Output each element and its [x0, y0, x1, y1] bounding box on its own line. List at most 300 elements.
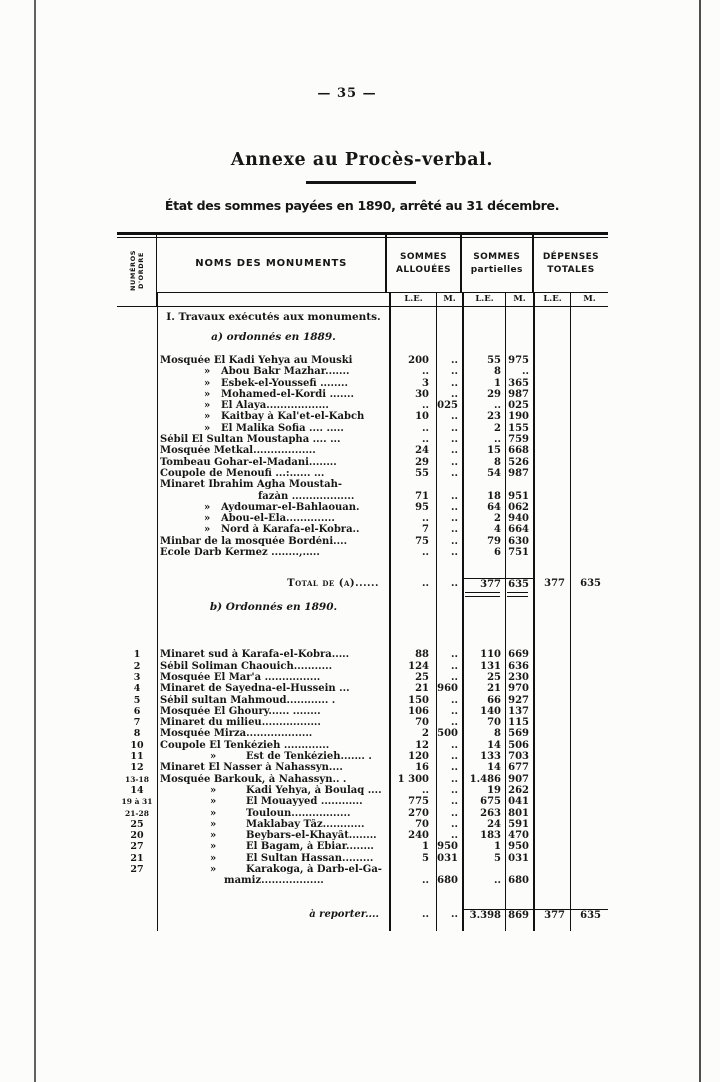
subsection-heading: a) ordonnés en 1889.	[211, 332, 336, 343]
partial-m-cell: 031	[505, 853, 533, 864]
total-expense-m-cell	[570, 524, 608, 535]
order-number-cell: 21	[130, 852, 144, 864]
table-row	[117, 513, 608, 524]
allocated-m-cell: ..	[436, 649, 462, 660]
table-row	[117, 378, 608, 389]
total-expense-m-cell	[570, 841, 608, 852]
partial-m-cell: 951	[505, 491, 533, 502]
allocated-le-cell: 1	[389, 841, 436, 852]
subheader-allouees-m: M.	[436, 293, 462, 306]
total-expense-le-cell	[533, 547, 570, 558]
ditto-mark: »	[204, 411, 211, 423]
allocated-m-cell: ..	[436, 808, 462, 819]
allocated-le-cell: 120	[389, 751, 436, 762]
table-row	[117, 434, 608, 445]
partial-le-cell	[462, 602, 505, 615]
allocated-le-cell	[389, 479, 436, 490]
partial-le-cell	[462, 345, 505, 355]
partial-m-cell: 470	[505, 830, 533, 841]
order-number-cell	[117, 345, 157, 355]
order-number-cell	[117, 491, 157, 502]
table-row	[117, 909, 608, 923]
order-number-cell: 1	[133, 649, 141, 661]
partial-le-cell: 131	[462, 661, 505, 672]
order-number-cell	[117, 909, 157, 923]
numeros-dordre-vertical-label	[129, 250, 145, 291]
table-row	[117, 445, 608, 456]
spacer-row	[117, 615, 608, 649]
table-row	[117, 457, 608, 468]
order-number-cell: 21-28	[125, 808, 149, 818]
order-number-cell	[117, 445, 157, 456]
page-number: — 35 —	[317, 86, 377, 101]
partial-m-cell: 751	[505, 547, 533, 558]
total-expense-le-cell	[533, 808, 570, 819]
partial-le-cell	[462, 615, 505, 649]
total-expense-le-cell	[533, 728, 570, 739]
table-row	[117, 717, 608, 728]
order-number-cell	[117, 411, 157, 422]
partial-le-cell	[462, 479, 505, 490]
allocated-le-cell: 55	[389, 468, 436, 479]
partial-le-cell: ..	[462, 434, 505, 445]
table-row	[117, 366, 608, 377]
order-number-cell	[117, 457, 157, 468]
monument-name-cell: Mosquée El Mar'a ................	[157, 672, 389, 683]
ditto-mark: »	[210, 796, 217, 808]
total-expense-m-cell	[570, 717, 608, 728]
table-row	[117, 875, 608, 886]
allocated-le-cell: 2	[389, 728, 436, 739]
monument-name-cell: » Est de Tenkézieh....... .	[157, 751, 389, 762]
partial-m-cell	[505, 864, 533, 875]
monument-name-cell: » Karakoga, à Darb-el-Ga-	[157, 864, 389, 875]
table-row	[117, 853, 608, 864]
ditto-mark: »	[210, 841, 217, 853]
allocated-le-cell: ..	[389, 578, 436, 591]
monument-name-cell: » El Bagam, à Ebiar........	[157, 841, 389, 852]
partial-m-cell: 526	[505, 457, 533, 468]
table-row	[117, 683, 608, 694]
allocated-m-cell: ..	[436, 796, 462, 807]
section-heading: I. Travaux exécutés aux monuments.	[166, 312, 381, 323]
table-row	[117, 661, 608, 672]
partial-le-cell: 18	[462, 491, 505, 502]
monument-name-cell: » El Mouayyed ............	[157, 796, 389, 807]
total-expense-le-cell	[533, 491, 570, 502]
monument-name-cell: Tombeau Gohar-el-Madani........	[157, 457, 389, 468]
partial-le-cell: 55	[462, 355, 505, 366]
partial-le-cell: 4	[462, 524, 505, 535]
total-expense-m-cell	[570, 457, 608, 468]
partial-le-cell: 110	[462, 649, 505, 660]
allocated-m-cell: ..	[436, 706, 462, 717]
allocated-le-cell	[389, 923, 436, 931]
monument-name-cell: » El Alaya..................	[157, 400, 389, 411]
ditto-mark: »	[210, 852, 217, 864]
monument-name-cell: Total de (a)......	[157, 578, 389, 591]
spacer-row	[117, 923, 608, 931]
partial-m-cell	[505, 923, 533, 931]
partial-m-cell: 041	[505, 796, 533, 807]
allocated-m-cell: 025	[436, 400, 462, 411]
partial-m-cell: 759	[505, 434, 533, 445]
table-row	[117, 706, 608, 717]
total-expense-m-cell	[570, 672, 608, 683]
total-expense-le-cell	[533, 502, 570, 513]
total-expense-m-cell	[570, 808, 608, 819]
partial-le-cell: 377	[462, 578, 505, 591]
allocated-le-cell: 124	[389, 661, 436, 672]
allocated-m-cell: 500	[436, 728, 462, 739]
allocated-le-cell: 70	[389, 819, 436, 830]
total-expense-le-cell	[533, 853, 570, 864]
partial-le-cell: 263	[462, 808, 505, 819]
partial-m-cell: 801	[505, 808, 533, 819]
allocated-m-cell: ..	[436, 366, 462, 377]
partial-m-cell: 987	[505, 468, 533, 479]
allocated-m-cell: ..	[436, 578, 462, 591]
allocated-m-cell: ..	[436, 389, 462, 400]
total-expense-le-cell	[533, 774, 570, 785]
order-number-cell	[117, 378, 157, 389]
total-expense-le-cell	[533, 558, 570, 578]
order-number-cell	[117, 325, 157, 332]
partial-m-cell	[505, 325, 533, 332]
total-expense-le-cell	[533, 672, 570, 683]
allocated-m-cell	[436, 332, 462, 345]
partial-m-cell: 940	[505, 513, 533, 524]
partial-m-cell	[505, 602, 533, 615]
allocated-m-cell: ..	[436, 355, 462, 366]
table-row	[117, 774, 608, 785]
partial-le-cell: 1	[462, 378, 505, 389]
ditto-mark: »	[204, 501, 211, 513]
total-expense-m-cell	[570, 819, 608, 830]
total-expense-m-cell	[570, 661, 608, 672]
total-expense-m-cell	[570, 325, 608, 332]
total-expense-le-cell	[533, 751, 570, 762]
order-number-cell	[117, 875, 157, 886]
numeros-label-line2: D'ORDRE	[136, 252, 145, 289]
total-expense-m-cell	[570, 411, 608, 422]
allocated-m-cell	[436, 312, 462, 325]
allocated-m-cell: ..	[436, 411, 462, 422]
allocated-m-cell: ..	[436, 785, 462, 796]
ditto-mark: »	[210, 751, 217, 763]
allocated-m-cell: ..	[436, 434, 462, 445]
total-expense-m-cell	[570, 345, 608, 355]
monument-name-cell: Minaret sud à Karafa-el-Kobra.....	[157, 649, 389, 660]
allocated-le-cell: 5	[389, 853, 436, 864]
order-number-cell	[117, 479, 157, 490]
total-expense-le-cell	[533, 355, 570, 366]
total-expense-m-cell	[570, 740, 608, 751]
total-expense-le-cell	[533, 875, 570, 886]
partial-le-cell: 2	[462, 513, 505, 524]
monument-name-cell: Sébil sultan Mahmoud............ .	[157, 695, 389, 706]
total-expense-le-cell	[533, 389, 570, 400]
partial-m-cell: 927	[505, 695, 533, 706]
total-expense-le-cell	[533, 785, 570, 796]
order-number-cell	[117, 355, 157, 366]
monument-name-cell: » El Malika Sofia .... .....	[157, 423, 389, 434]
allocated-le-cell: ..	[389, 875, 436, 886]
total-expense-le-cell	[533, 661, 570, 672]
monument-name-cell	[157, 325, 389, 332]
total-expense-m-cell	[570, 558, 608, 578]
order-number-cell	[117, 312, 157, 325]
total-expense-le-cell	[533, 325, 570, 332]
document-title: Annexe au Procès-verbal.	[230, 150, 494, 170]
partial-le-cell	[462, 325, 505, 332]
monument-name-cell: » El Sultan Hassan.........	[157, 853, 389, 864]
allocated-le-cell: ..	[389, 434, 436, 445]
total-expense-m-cell	[570, 853, 608, 864]
total-expense-m-cell	[570, 423, 608, 434]
partial-m-cell: 907	[505, 774, 533, 785]
partial-le-cell	[462, 864, 505, 875]
table-header	[117, 235, 608, 307]
partial-le-cell: 25	[462, 672, 505, 683]
col-header-sommes-partielles: SOMMES partielles	[460, 235, 532, 292]
partial-m-cell: 636	[505, 661, 533, 672]
partial-m-cell: 669	[505, 649, 533, 660]
total-expense-m-cell	[570, 774, 608, 785]
partial-le-cell: 19	[462, 785, 505, 796]
partial-le-cell: 2	[462, 423, 505, 434]
allocated-le-cell: 24	[389, 445, 436, 456]
total-expense-le-cell	[533, 457, 570, 468]
allocated-m-cell	[436, 923, 462, 931]
monument-name-cell: Sébil El Sultan Moustapha .... ...	[157, 434, 389, 445]
monument-name-cell: » Abou-el-Ela..............	[157, 513, 389, 524]
partial-m-cell: 630	[505, 536, 533, 547]
partial-le-cell: 8	[462, 366, 505, 377]
allocated-m-cell: ..	[436, 445, 462, 456]
monument-name-cell: » Maklabay Tâz............	[157, 819, 389, 830]
numeros-label-line1: NUMÉROS	[128, 249, 137, 292]
total-expense-m-cell	[570, 785, 608, 796]
total-expense-m-cell	[570, 706, 608, 717]
order-number-cell	[117, 400, 157, 411]
total-expense-m-cell	[570, 400, 608, 411]
partial-m-cell: 950	[505, 841, 533, 852]
total-expense-m-cell	[570, 923, 608, 931]
total-expense-m-cell	[570, 695, 608, 706]
partial-le-cell: 6	[462, 547, 505, 558]
total-expense-m-cell	[570, 468, 608, 479]
total-expense-m-cell	[570, 649, 608, 660]
total-expense-le-cell	[533, 400, 570, 411]
allocated-le-cell: 12	[389, 740, 436, 751]
total-expense-le-cell	[533, 468, 570, 479]
allocated-m-cell: 950	[436, 841, 462, 852]
spacer-row	[117, 558, 608, 578]
monument-name-cell: Mosquée El Ghoury...... ........	[157, 706, 389, 717]
monument-name-cell	[157, 887, 389, 909]
order-number-cell	[117, 578, 157, 591]
total-expense-m-cell	[570, 887, 608, 909]
total-expense-le-cell: 377	[533, 578, 570, 591]
allocated-m-cell: ..	[436, 717, 462, 728]
allocated-le-cell: 70	[389, 717, 436, 728]
total-expense-m-cell	[570, 864, 608, 875]
total-expense-m-cell	[570, 491, 608, 502]
allocated-m-cell	[436, 345, 462, 355]
total-expense-le-cell	[533, 762, 570, 773]
partial-m-cell: 975	[505, 355, 533, 366]
partial-m-cell: 668	[505, 445, 533, 456]
monument-name-cell	[157, 332, 389, 345]
partial-le-cell: 140	[462, 706, 505, 717]
monument-name-cell: » Nord à Karafa-el-Kobra..	[157, 524, 389, 535]
allocated-m-cell: 960	[436, 683, 462, 694]
allocated-le-cell: ..	[389, 547, 436, 558]
partial-le-cell	[462, 332, 505, 345]
ditto-mark: »	[210, 784, 217, 796]
table-row	[117, 808, 608, 819]
partial-m-cell: 703	[505, 751, 533, 762]
total-expense-m-cell	[570, 615, 608, 649]
order-number-cell: 3	[133, 671, 141, 683]
table-body	[117, 307, 608, 931]
allocated-le-cell	[389, 864, 436, 875]
allocated-le-cell: 270	[389, 808, 436, 819]
ditto-mark: »	[210, 807, 217, 819]
total-expense-le-cell	[533, 423, 570, 434]
monument-name-cell	[157, 923, 389, 931]
allocated-m-cell: ..	[436, 661, 462, 672]
subheader-partielles-le: L.E.	[462, 293, 505, 306]
table-row	[117, 502, 608, 513]
section-heading-row	[117, 312, 608, 325]
table-row	[117, 423, 608, 434]
order-number-cell: 4	[133, 683, 141, 695]
partial-le-cell: 3.398	[462, 909, 505, 923]
allocated-le-cell: ..	[389, 423, 436, 434]
allocated-le-cell: 10	[389, 411, 436, 422]
ditto-mark: »	[204, 513, 211, 525]
table-row	[117, 649, 608, 660]
subheader-depenses-m: M.	[570, 293, 608, 306]
table-row	[117, 785, 608, 796]
table-row	[117, 762, 608, 773]
monument-name-cell: mamiz..................	[157, 875, 389, 886]
order-number-cell: 27	[130, 841, 144, 853]
partial-m-cell	[505, 558, 533, 578]
ditto-mark: »	[210, 818, 217, 830]
order-number-cell: 13-18	[125, 774, 149, 784]
partial-le-cell: 183	[462, 830, 505, 841]
partial-m-cell: 635	[505, 578, 533, 591]
table-row	[117, 841, 608, 852]
monument-name-cell: » Abou Bakr Mazhar.......	[157, 366, 389, 377]
total-expense-m-cell	[570, 389, 608, 400]
total-expense-le-cell	[533, 345, 570, 355]
total-expense-m-cell	[570, 830, 608, 841]
total-expense-le-cell	[533, 312, 570, 325]
monument-name-cell: Minaret de Sayedna-el-Hussein ...	[157, 683, 389, 694]
table-row	[117, 536, 608, 547]
monument-name-cell: » Aydoumar-el-Bahlaouan.	[157, 502, 389, 513]
title-rule	[306, 181, 416, 184]
partial-le-cell: 23	[462, 411, 505, 422]
allocated-le-cell: 71	[389, 491, 436, 502]
allocated-m-cell	[436, 864, 462, 875]
total-expense-le-cell	[533, 536, 570, 547]
allocated-m-cell: ..	[436, 491, 462, 502]
spacer-row	[117, 887, 608, 909]
order-number-cell	[117, 423, 157, 434]
order-number-cell: 20	[130, 830, 144, 842]
partial-m-cell	[505, 479, 533, 490]
monuments-table	[117, 232, 608, 931]
ditto-mark: »	[204, 400, 211, 412]
order-number-cell: 11	[130, 751, 144, 763]
table-header-right	[156, 235, 608, 306]
total-expense-m-cell	[570, 366, 608, 377]
total-expense-le-cell	[533, 479, 570, 490]
total-expense-m-cell	[570, 502, 608, 513]
total-expense-m-cell	[570, 445, 608, 456]
allocated-le-cell: ..	[389, 785, 436, 796]
monument-name-cell: Coupole de Menoufi ...:...... ...	[157, 468, 389, 479]
order-number-cell: 12	[130, 762, 144, 774]
total-expense-m-cell	[570, 378, 608, 389]
order-number-cell	[117, 558, 157, 578]
total-expense-le-cell	[533, 411, 570, 422]
partial-le-cell: ..	[462, 400, 505, 411]
total-expense-le-cell	[533, 841, 570, 852]
allocated-le-cell: 7	[389, 524, 436, 535]
order-number-cell	[117, 887, 157, 909]
total-expense-m-cell: 635	[570, 909, 608, 923]
allocated-m-cell: ..	[436, 830, 462, 841]
allocated-le-cell	[389, 312, 436, 325]
table-row	[117, 524, 608, 535]
partial-le-cell: 1	[462, 841, 505, 852]
monument-name-cell: Minbar de la mosquée Bordéni....	[157, 536, 389, 547]
partial-le-cell: 8	[462, 457, 505, 468]
total-expense-le-cell	[533, 649, 570, 660]
ditto-mark: »	[204, 366, 211, 378]
allocated-le-cell: 21	[389, 683, 436, 694]
order-number-cell	[117, 468, 157, 479]
monument-name-cell: » Mohamed-el-Kordi .......	[157, 389, 389, 400]
allocated-m-cell: 680	[436, 875, 462, 886]
order-number-cell	[117, 502, 157, 513]
partial-le-cell: 21	[462, 683, 505, 694]
allocated-le-cell: 29	[389, 457, 436, 468]
subheader-partielles-m: M.	[505, 293, 533, 306]
ditto-mark: »	[204, 422, 211, 434]
partial-le-cell	[462, 558, 505, 578]
partial-m-cell: 569	[505, 728, 533, 739]
total-expense-le-cell	[533, 524, 570, 535]
total-expense-m-cell	[570, 513, 608, 524]
subsection-heading-row	[117, 332, 608, 345]
partial-le-cell: 15	[462, 445, 505, 456]
partial-m-cell: 987	[505, 389, 533, 400]
partial-m-cell: 365	[505, 378, 533, 389]
partial-m-cell: 262	[505, 785, 533, 796]
order-number-cell: 7	[133, 717, 141, 729]
partial-le-cell: ..	[462, 875, 505, 886]
allocated-m-cell	[436, 615, 462, 649]
monument-name-cell: » Beybars-el-Khayât........	[157, 830, 389, 841]
subheader-allouees-le: L.E.	[389, 293, 436, 306]
